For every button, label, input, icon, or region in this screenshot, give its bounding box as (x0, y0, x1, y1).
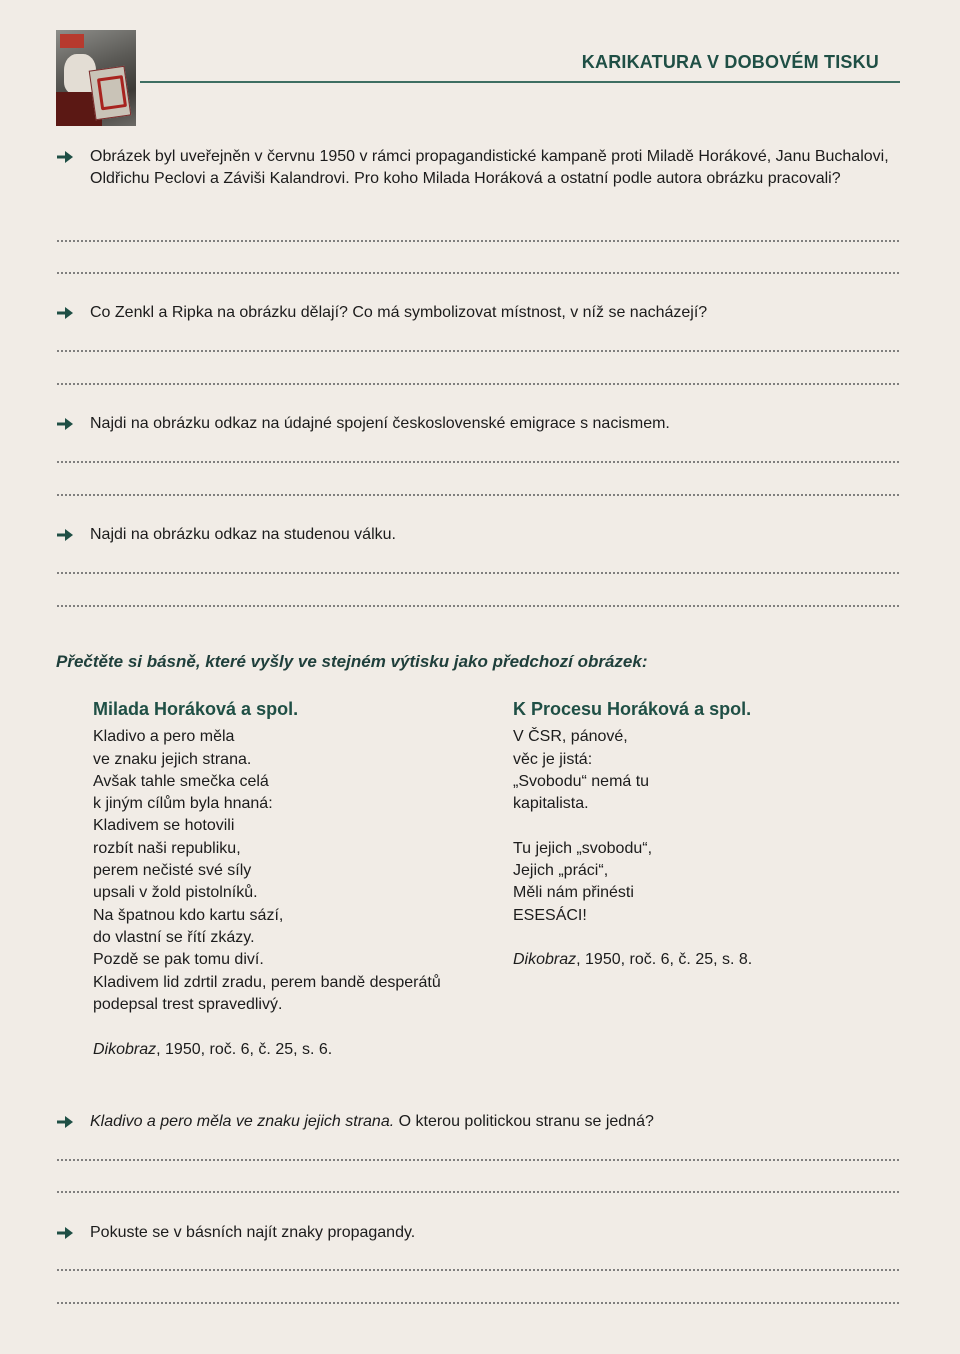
poem-line: Kladivem se hotovili (93, 817, 235, 835)
arrow-right-icon (56, 1223, 74, 1243)
arrow-right-icon (56, 414, 74, 434)
question-2 (56, 302, 901, 324)
question-1 (56, 146, 901, 190)
poem-line: kapitalista. (513, 795, 589, 813)
poem-line: Měli nám přinésti (513, 884, 634, 902)
poem-line: Na špatnou kdo kartu sází, (93, 906, 284, 924)
poem-line: podepsal trest spravedlivý. (93, 995, 283, 1013)
poem-line: Avšak tahle smečka celá (93, 772, 269, 790)
poem-line: Kladivem lid zdrtil zradu, perem bandě desperátů (93, 973, 441, 991)
answer-line[interactable] (56, 1269, 901, 1271)
poem-line: V ČSR, pánové, (513, 728, 628, 746)
question-text: Najdi na obrázku odkaz na studenou válku. (90, 526, 396, 543)
answer-line[interactable] (56, 494, 901, 496)
answer-line[interactable] (56, 350, 901, 352)
question-4 (56, 524, 901, 546)
poem-line: „Svobodu“ nemá tu (513, 772, 650, 790)
answer-line[interactable] (56, 605, 901, 607)
question-text: Obrázek byl uveřejněn v červnu 1950 v rámci propagandistické kampaně proti Miladě Horákové, Janu Buchalovi, Oldřichu Peclovi a Záviši Kalandrovi. Pro koho Milada Horáková a ostatní podle autora obrázku pracovali? (90, 148, 889, 187)
answer-line[interactable] (56, 240, 901, 242)
arrow-right-icon (56, 1112, 74, 1132)
answer-line[interactable] (56, 461, 901, 463)
arrow-right-icon (56, 303, 74, 323)
poem-right-source (513, 949, 893, 971)
question-text (90, 1111, 901, 1133)
question-5 (56, 1111, 901, 1133)
answer-line[interactable] (56, 383, 901, 385)
question-6 (56, 1222, 901, 1244)
poem-line: věc je jistá: (513, 750, 593, 768)
poem-line: Tu jejich „svobodu“, (513, 839, 653, 857)
poem-right (513, 698, 893, 972)
answer-line[interactable] (56, 1191, 901, 1193)
poem-line: ESESÁCI! (513, 906, 587, 924)
answer-line[interactable] (56, 572, 901, 574)
poem-line: Kladivo a pero měla (93, 728, 235, 746)
poem-line: rozbít naši republiku, (93, 839, 241, 857)
question-text: Najdi na obrázku odkaz na údajné spojení československé emigrace s nacismem. (90, 415, 670, 432)
arrow-right-icon (56, 525, 74, 545)
poem-line: k jiným cílům byla hnaná: (93, 795, 273, 813)
header-rule (140, 81, 900, 83)
question-text: Co Zenkl a Ripka na obrázku dělají? Co má symbolizovat místnost, v níž se nacházejí? (90, 304, 708, 321)
question-quote: Kladivo a pero měla ve znaku jejich strana. (90, 1113, 395, 1130)
poem-line: ve znaku jejich strana. (93, 750, 252, 768)
poem-title: K Procesu Horáková a spol. (513, 699, 752, 719)
answer-line[interactable] (56, 1159, 901, 1161)
source-details: , 1950, roč. 6, č. 25, s. 8. (576, 951, 753, 969)
poem-line: do vlastní se řítí zkázy. (93, 928, 255, 946)
poem-left (93, 698, 493, 1016)
poem-line: Jejich „práci“, (513, 862, 609, 880)
source-details: , 1950, roč. 6, č. 25, s. 6. (156, 1041, 333, 1058)
source-title: Dikobraz (93, 1041, 157, 1058)
section-heading: Přečtěte si básně, které vyšly ve stejném výtisku jako předchozí obrázek: (56, 652, 648, 671)
answer-line[interactable] (56, 272, 901, 274)
page-title: KARIKATURA V DOBOVÉM TISKU (581, 52, 879, 72)
poem-line: perem nečisté své síly (93, 862, 252, 880)
arrow-right-icon (56, 147, 74, 167)
answer-line[interactable] (56, 1302, 901, 1304)
poem-left-source (93, 1039, 332, 1061)
poem-title: Milada Horáková a spol. (93, 699, 299, 719)
question-3 (56, 413, 901, 435)
poem-line: upsali v žold pistolníků. (93, 884, 258, 902)
caricature-thumbnail (56, 30, 136, 126)
source-title: Dikobraz (513, 951, 577, 969)
question-rest: O kterou politickou stranu se jedná? (394, 1113, 654, 1130)
question-text: Pokuste se v básních najít znaky propagandy. (90, 1224, 416, 1241)
poem-line: Pozdě se pak tomu diví. (93, 951, 264, 969)
